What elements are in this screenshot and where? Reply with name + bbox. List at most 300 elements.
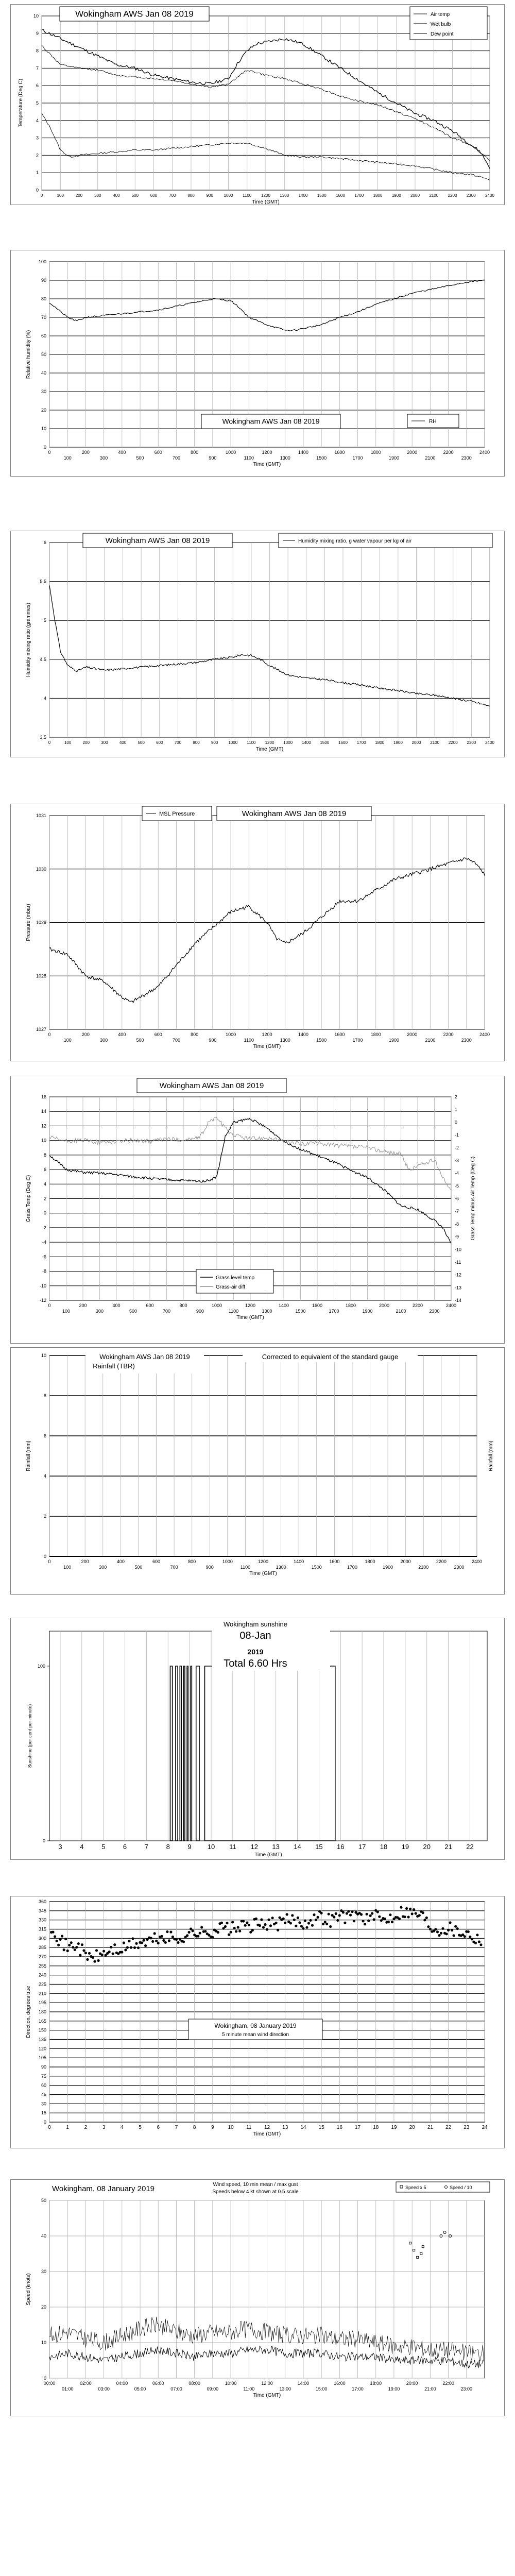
- y-tick-label: -12: [39, 1298, 46, 1303]
- direction-point: [153, 1932, 156, 1935]
- x-tick-label: 1700: [356, 740, 366, 745]
- y-tick-label: 60: [41, 2082, 46, 2088]
- x-tick-label: 2000: [407, 1032, 418, 1037]
- y-tick-label: 4: [43, 696, 46, 701]
- direction-point: [260, 1918, 263, 1921]
- legend-label: Air temp: [431, 12, 450, 18]
- y-tick-label: 1031: [36, 813, 46, 818]
- direction-point: [429, 1928, 432, 1930]
- x-axis-label: Time (GMT): [254, 1852, 282, 1858]
- y-tick-label: 14: [41, 1109, 46, 1114]
- chart-subtitle: 5 minute mean wind direction: [221, 2032, 289, 2038]
- legend-label: MSL Pressure: [159, 811, 195, 817]
- y-right-tick-label: -3: [455, 1158, 459, 1163]
- direction-point: [164, 1941, 167, 1944]
- x-tick-label: 2100: [430, 740, 440, 745]
- y-tick-label: 0: [36, 188, 39, 193]
- x-tick-label: 2400: [485, 740, 494, 745]
- direction-point: [307, 1922, 310, 1924]
- x-tick-label: 900: [209, 1038, 217, 1043]
- x-tick-label: 2300: [466, 193, 476, 198]
- y-tick-label: 75: [41, 2073, 46, 2079]
- temperature-chart: [10, 4, 505, 205]
- x-tick-label: 10:00: [225, 2381, 237, 2386]
- chart-title: Wokingham AWS Jan 08 2019: [222, 417, 320, 426]
- direction-point: [425, 1917, 428, 1919]
- x-tick-label: 1500: [311, 1565, 322, 1570]
- y-right-tick-label: -14: [455, 1298, 462, 1303]
- y-tick-label: 5.5: [40, 579, 46, 584]
- y-tick-label: 180: [38, 2009, 46, 2014]
- direction-point: [57, 1944, 60, 1946]
- direction-point: [438, 1934, 440, 1937]
- x-tick-label: 7: [144, 1843, 149, 1851]
- x-tick-label: 500: [131, 193, 139, 198]
- x-tick-label: 2400: [445, 1303, 457, 1308]
- direction-point: [52, 1931, 54, 1934]
- y-tick-label: 10: [33, 13, 39, 19]
- x-tick-label: 9: [211, 2125, 214, 2130]
- y-axis-label: Sunshine (per cent per minute): [27, 1704, 32, 1768]
- chart-subtitle: 08-Jan: [239, 1630, 271, 1641]
- y-right-tick-label: -5: [455, 1183, 459, 1189]
- x-tick-label: 8: [193, 2125, 196, 2130]
- direction-point: [251, 1929, 254, 1931]
- x-tick-label: 6: [123, 1843, 127, 1851]
- x-tick-label: 2300: [467, 740, 476, 745]
- x-tick-label: 1600: [336, 193, 345, 198]
- x-tick-label: 1400: [298, 450, 308, 455]
- x-tick-label: 2200: [412, 1303, 423, 1308]
- direction-point: [204, 1930, 207, 1933]
- x-tick-label: 16:00: [334, 2381, 346, 2386]
- x-tick-label: 1400: [298, 193, 308, 198]
- direction-point: [469, 1936, 471, 1938]
- direction-point: [86, 1958, 89, 1961]
- x-tick-label: 1300: [262, 1309, 272, 1314]
- direction-point: [56, 1940, 58, 1942]
- direction-point: [168, 1939, 170, 1942]
- x-tick-label: 1000: [222, 1559, 233, 1564]
- x-tick-label: 03:00: [98, 2386, 110, 2392]
- x-tick-label: 1300: [280, 193, 289, 198]
- direction-point: [175, 1938, 178, 1941]
- y-tick-label: 10: [41, 1353, 46, 1358]
- x-tick-label: 300: [95, 1309, 104, 1314]
- x-tick-label: 1500: [317, 193, 327, 198]
- x-tick-label: 400: [118, 450, 126, 455]
- y-right-tick-label: 1: [455, 1107, 458, 1112]
- y-right-tick-label: 2: [455, 1094, 458, 1099]
- y-tick-label: 30: [41, 389, 46, 394]
- y-tick-label: -4: [42, 1240, 46, 1245]
- x-tick-label: 1400: [301, 740, 311, 745]
- y-tick-label: 100: [37, 1663, 45, 1669]
- y-right-tick-label: -7: [455, 1209, 459, 1214]
- x-tick-label: 2400: [485, 193, 494, 198]
- x-tick-label: 2400: [471, 1559, 483, 1564]
- direction-point: [300, 1925, 303, 1927]
- x-tick-label: 1500: [320, 740, 330, 745]
- direction-point: [217, 1931, 219, 1934]
- y-right-tick-label: -2: [455, 1145, 459, 1150]
- direction-point: [230, 1931, 232, 1934]
- y-tick-label: 2: [36, 152, 39, 158]
- chart-title: Wokingham AWS Jan 08 2019: [242, 809, 347, 818]
- direction-point: [325, 1923, 328, 1925]
- legend-label: Speed / 10: [450, 2185, 472, 2190]
- x-tick-label: 100: [63, 1565, 72, 1570]
- direction-point: [128, 1940, 130, 1942]
- y-tick-label: -6: [42, 1254, 46, 1260]
- y-tick-label: 70: [41, 315, 46, 320]
- x-tick-label: 1100: [244, 1038, 254, 1043]
- x-tick-label: 01:00: [61, 2386, 74, 2392]
- x-tick-label: 1600: [338, 740, 348, 745]
- direction-point: [271, 1917, 274, 1919]
- x-tick-label: 800: [188, 1559, 196, 1564]
- direction-point: [68, 1944, 71, 1946]
- direction-point: [409, 1908, 411, 1910]
- direction-point: [92, 1956, 94, 1959]
- direction-point: [144, 1944, 147, 1947]
- x-tick-label: 17: [358, 1843, 366, 1851]
- direction-point: [353, 1920, 355, 1922]
- x-tick-label: 18:00: [370, 2381, 382, 2386]
- direction-point: [88, 1952, 91, 1955]
- sunshine-chart: [10, 1618, 505, 1860]
- direction-point: [422, 1911, 424, 1914]
- x-tick-label: 2200: [448, 193, 457, 198]
- chart-title: Wokingham AWS Jan 08 2019: [159, 1081, 264, 1090]
- x-tick-label: 17: [354, 2125, 361, 2130]
- x-axis-label: Time (GMT): [255, 747, 284, 752]
- x-tick-label: 14: [294, 1843, 301, 1851]
- direction-point: [298, 1921, 301, 1924]
- y-axis-label: Temperature (Deg C): [18, 79, 24, 127]
- wind-direction-chart: [10, 1896, 505, 2148]
- x-tick-label: 07:00: [170, 2386, 182, 2392]
- direction-point: [150, 1937, 152, 1939]
- direction-point: [336, 1919, 339, 1922]
- direction-point: [233, 1927, 236, 1929]
- direction-point: [389, 1913, 391, 1916]
- direction-point: [246, 1921, 248, 1924]
- direction-point: [121, 1951, 123, 1954]
- direction-point: [264, 1923, 266, 1926]
- x-tick-label: 400: [113, 193, 120, 198]
- direction-point: [226, 1922, 228, 1924]
- x-tick-label: 2300: [461, 455, 472, 461]
- x-tick-label: 2100: [429, 193, 439, 198]
- y-tick-label: 40: [41, 370, 46, 376]
- direction-point: [304, 1919, 306, 1922]
- direction-point: [479, 1943, 482, 1946]
- direction-point: [362, 1920, 365, 1922]
- y-tick-label: 8: [43, 1152, 46, 1158]
- direction-point: [123, 1941, 125, 1944]
- chart-title: Wokingham, 08 January 2019: [214, 2022, 297, 2029]
- direction-point: [137, 1946, 140, 1949]
- direction-point: [277, 1929, 279, 1931]
- direction-point: [126, 1946, 129, 1949]
- direction-point: [220, 1922, 223, 1924]
- y-tick-label: 1030: [36, 866, 46, 872]
- direction-point: [72, 1946, 74, 1948]
- direction-point: [267, 1919, 270, 1921]
- y-tick-label: 285: [38, 1945, 46, 1951]
- y-axis-label: Humidity mixing ratio (grammes): [26, 603, 31, 677]
- x-tick-label: 200: [75, 193, 83, 198]
- y-axis-label: Rainfall (mm): [26, 1440, 31, 1471]
- direction-point: [282, 1918, 285, 1920]
- x-tick-label: 2000: [407, 450, 418, 455]
- direction-point: [63, 1948, 65, 1951]
- x-tick-label: 21: [444, 1843, 452, 1851]
- x-axis-label: Time (GMT): [236, 1315, 264, 1320]
- direction-point: [315, 1919, 317, 1921]
- direction-point: [423, 1919, 426, 1921]
- x-tick-label: 15: [315, 1843, 323, 1851]
- y-tick-label: 6: [43, 540, 46, 545]
- direction-point: [269, 1924, 272, 1927]
- direction-point: [237, 1926, 239, 1928]
- wind-speed-chart: [10, 2179, 505, 2416]
- y-right-tick-label: -8: [455, 1221, 459, 1227]
- x-tick-label: 18: [373, 2125, 379, 2130]
- direction-point: [398, 1918, 401, 1920]
- x-tick-label: 8: [166, 1843, 170, 1851]
- direction-point: [313, 1913, 315, 1916]
- direction-point: [405, 1907, 408, 1910]
- x-tick-label: 2000: [379, 1303, 390, 1308]
- x-tick-label: 21:00: [424, 2386, 436, 2392]
- chart-year: 2019: [247, 1648, 264, 1656]
- x-tick-label: 1200: [265, 740, 274, 745]
- x-tick-label: 19:00: [388, 2386, 400, 2392]
- direction-point: [284, 1922, 286, 1924]
- direction-point: [478, 1940, 480, 1943]
- direction-point: [224, 1925, 227, 1928]
- legend-label: Wet bulb: [431, 22, 451, 27]
- x-tick-label: 2400: [479, 1032, 490, 1037]
- direction-point: [211, 1936, 214, 1939]
- direction-point: [235, 1930, 237, 1933]
- x-tick-label: 400: [112, 1303, 121, 1308]
- x-tick-label: 1500: [316, 1038, 327, 1043]
- x-tick-label: 500: [129, 1309, 138, 1314]
- x-tick-label: 1100: [244, 455, 254, 461]
- direction-point: [427, 1925, 430, 1928]
- chart-total: Total 6.60 Hrs: [224, 1658, 287, 1669]
- x-tick-label: 2200: [443, 1032, 454, 1037]
- x-tick-label: 100: [63, 1038, 72, 1043]
- direction-point: [384, 1918, 386, 1920]
- x-tick-label: 1400: [294, 1559, 304, 1564]
- y-tick-label: 1029: [36, 920, 46, 925]
- direction-point: [311, 1924, 314, 1927]
- x-tick-label: 1100: [240, 1565, 251, 1570]
- direction-point: [387, 1921, 390, 1923]
- y-tick-label: 360: [38, 1899, 46, 1904]
- x-tick-label: 06:00: [152, 2381, 164, 2386]
- x-tick-label: 1300: [280, 455, 290, 461]
- x-tick-label: 1000: [226, 1032, 236, 1037]
- direction-point: [286, 1913, 288, 1916]
- x-tick-label: 1200: [262, 450, 272, 455]
- y-tick-label: 12: [41, 1123, 46, 1129]
- x-tick-label: 600: [146, 1303, 154, 1308]
- x-tick-label: 09:00: [207, 2386, 219, 2392]
- direction-point: [199, 1932, 201, 1935]
- direction-point: [64, 1938, 67, 1940]
- x-tick-label: 18: [380, 1843, 388, 1851]
- y-axis-label: Speed (knots): [26, 2273, 31, 2306]
- x-tick-label: 13: [272, 1843, 280, 1851]
- direction-point: [360, 1913, 363, 1916]
- direction-point: [151, 1940, 154, 1943]
- x-tick-label: 300: [100, 455, 108, 461]
- direction-point: [474, 1942, 477, 1944]
- direction-point: [371, 1912, 373, 1914]
- x-tick-label: 1300: [280, 1038, 290, 1043]
- x-tick-label: 1900: [362, 1309, 373, 1314]
- direction-point: [110, 1946, 112, 1948]
- y-tick-label: 195: [38, 2000, 46, 2006]
- y-tick-label: 2: [43, 1514, 46, 1519]
- x-tick-label: 20: [423, 1843, 431, 1851]
- y-tick-label: 20: [41, 2304, 46, 2310]
- x-tick-label: 1200: [262, 1032, 272, 1037]
- x-axis-label: Time (GMT): [249, 1571, 277, 1577]
- direction-point: [177, 1941, 179, 1944]
- x-tick-label: 1800: [375, 740, 385, 745]
- x-tick-label: 04:00: [116, 2381, 128, 2386]
- y-right-tick-label: -10: [455, 1247, 462, 1252]
- x-tick-label: 300: [99, 1565, 107, 1570]
- x-tick-label: 200: [79, 1303, 87, 1308]
- x-tick-label: 12:00: [261, 2381, 273, 2386]
- x-tick-label: 6: [157, 2125, 160, 2130]
- y-tick-label: 2: [43, 1196, 46, 1201]
- direction-point: [74, 1948, 76, 1951]
- direction-point: [186, 1934, 188, 1937]
- x-tick-label: 1900: [383, 1565, 393, 1570]
- direction-point: [131, 1937, 134, 1940]
- direction-point: [130, 1946, 132, 1949]
- chart-note: Corrected to equivalent of the standard gauge: [262, 1353, 399, 1361]
- x-tick-label: 3: [102, 2125, 106, 2130]
- y-tick-label: 0: [43, 1210, 46, 1216]
- x-tick-label: 15:00: [315, 2386, 328, 2392]
- x-tick-label: 14: [300, 2125, 306, 2130]
- direction-point: [447, 1929, 450, 1931]
- direction-point: [238, 1930, 241, 1933]
- direction-point: [404, 1916, 406, 1918]
- y-tick-label: 255: [38, 1963, 46, 1969]
- x-tick-label: 2400: [479, 450, 490, 455]
- direction-point: [197, 1935, 199, 1938]
- x-tick-label: 16: [337, 1843, 345, 1851]
- chart-note: Wind speed, 10 min mean / max gust: [213, 2182, 298, 2188]
- y-tick-label: 5: [36, 100, 39, 106]
- x-tick-label: 00:00: [43, 2381, 56, 2386]
- x-tick-label: 0: [48, 450, 51, 455]
- x-tick-label: 10: [207, 1843, 215, 1851]
- y-tick-label: 16: [41, 1094, 46, 1099]
- direction-point: [333, 1916, 335, 1918]
- x-tick-label: 0: [48, 1303, 51, 1308]
- x-tick-label: 1900: [391, 193, 401, 198]
- x-tick-label: 2200: [448, 740, 458, 745]
- direction-point: [255, 1918, 258, 1920]
- direction-point: [161, 1935, 163, 1938]
- direction-point: [112, 1953, 114, 1955]
- y-tick-label: 30: [41, 2269, 46, 2274]
- y-tick-label: 40: [41, 2233, 46, 2239]
- x-tick-label: 1700: [352, 1038, 363, 1043]
- x-tick-label: 14:00: [297, 2381, 310, 2386]
- direction-point: [108, 1951, 111, 1953]
- y-tick-label: 6: [36, 83, 39, 89]
- x-tick-label: 2000: [400, 1559, 411, 1564]
- x-tick-label: 24: [482, 2125, 488, 2130]
- x-tick-label: 19: [391, 2125, 397, 2130]
- x-tick-label: 1400: [278, 1303, 289, 1308]
- y-tick-label: 20: [41, 408, 46, 413]
- direction-point: [367, 1920, 370, 1922]
- x-tick-label: 20: [409, 2125, 415, 2130]
- direction-point: [471, 1938, 473, 1940]
- direction-point: [231, 1921, 234, 1923]
- direction-point: [309, 1919, 312, 1922]
- x-tick-label: 16: [336, 2125, 342, 2130]
- direction-point: [297, 1917, 299, 1919]
- x-tick-label: 1600: [334, 450, 345, 455]
- y-tick-label: 8: [36, 48, 39, 54]
- direction-point: [415, 1912, 417, 1914]
- direction-point: [248, 1924, 250, 1926]
- x-tick-label: 19: [401, 1843, 409, 1851]
- x-tick-label: 500: [134, 1565, 143, 1570]
- x-tick-label: 1100: [228, 1309, 239, 1314]
- y-right-tick-label: -4: [455, 1171, 459, 1176]
- x-tick-label: 1500: [316, 455, 327, 461]
- direction-point: [54, 1935, 56, 1938]
- x-tick-label: 600: [152, 1559, 161, 1564]
- direction-point: [97, 1959, 100, 1962]
- y-tick-label: 150: [38, 2027, 46, 2033]
- y-tick-label: 4: [43, 1473, 46, 1479]
- direction-point: [188, 1931, 191, 1934]
- y-tick-label: 10: [41, 426, 46, 431]
- direction-point: [451, 1929, 453, 1931]
- x-tick-label: 10: [228, 2125, 234, 2130]
- x-tick-label: 700: [172, 1038, 180, 1043]
- direction-point: [81, 1943, 83, 1946]
- direction-point: [369, 1914, 372, 1917]
- y-tick-label: 15: [41, 2110, 46, 2116]
- direction-point: [453, 1934, 455, 1937]
- direction-point: [75, 1946, 78, 1948]
- x-tick-label: 2300: [429, 1309, 440, 1314]
- x-tick-label: 200: [81, 1559, 89, 1564]
- direction-point: [259, 1924, 261, 1927]
- x-tick-label: 600: [154, 1032, 162, 1037]
- x-tick-label: 4: [121, 2125, 124, 2130]
- x-tick-label: 300: [101, 740, 108, 745]
- y-axis-label: Pressure (mbar): [26, 904, 31, 941]
